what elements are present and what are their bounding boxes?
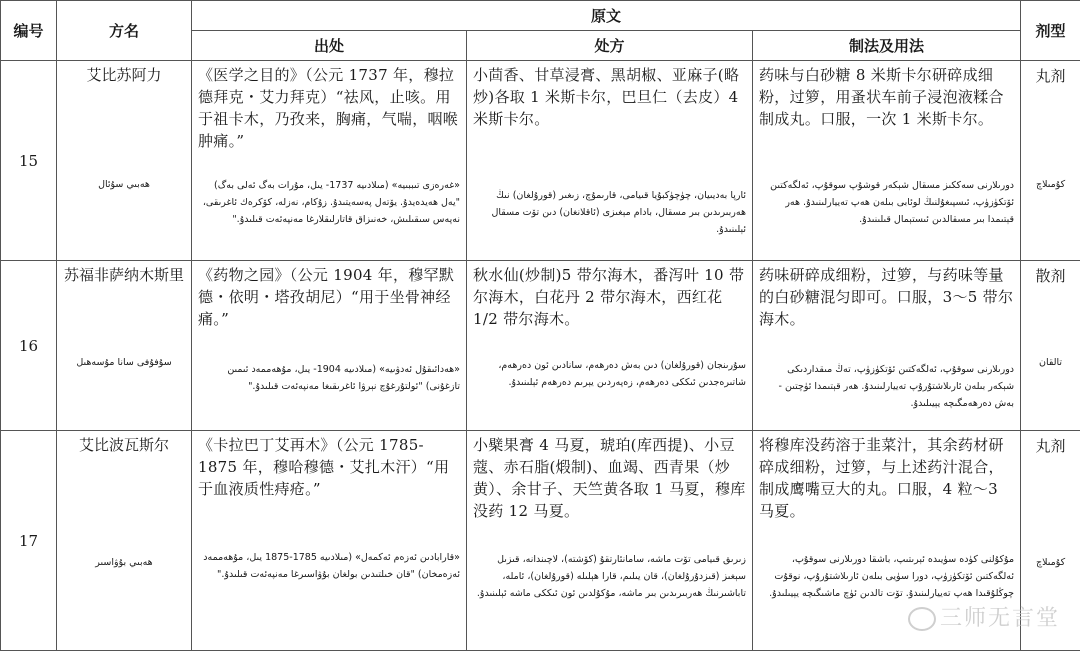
source-cn: 《医学之目的》（公元 1737 年，穆拉德拜克・艾力拜克）“祛风，止咳。用于祖卡木，乃孜来，胸痛，气喘，咽喉肿痛。” xyxy=(192,61,466,152)
recipe-name-cn: 艾比苏阿力 xyxy=(57,61,191,86)
source-ug: «ھەدائىقۇل ئەدۋىيە» (مىلادىيە 1904- يىل، مۇھەممەد ئىمىن تازغۇنى) "ئولتۇرغۇچ نېرۋا ئاغرىقىغا مەنپەئەت قىلىدۇ." xyxy=(192,361,466,395)
wechat-icon xyxy=(908,607,936,631)
table-row xyxy=(1,61,1080,261)
recipe-name-ug: ھەبىي سۇئال xyxy=(57,179,191,190)
header-number: 编号 xyxy=(1,1,57,61)
recipe-name-ug: ھەبىي بۇۋاسىر xyxy=(57,557,191,568)
table-row xyxy=(1,261,1080,431)
header-prescription: 处方 xyxy=(467,31,753,61)
prescription-cn: 小檗果膏 4 马夏，琥珀(库西提)、小豆蔻、赤石脂(煅制)、血竭、西青果（炒黄）、余甘子、天竺黄各取 1 马夏，穆库没药 12 马夏。 xyxy=(467,431,752,522)
prescription-ug: زىرىق قىيامى تۆت ماشە، سامانئارتقۇ (كۆشتە)، لاچىندانە، قىزىل سېغىز (قىزدۇرۇلغان)، قان يىلىم، قارا ھېلىلە (قورۇلغان)، ئاملە، تاباشىرنىڭ ھەربىرىدىن بىر ماشە، مۇكۇلدىن ئون ئىككى ماشە ئېلىنىدۇ. xyxy=(467,551,752,602)
row-number: 15 xyxy=(1,61,57,261)
prescription-cn: 秋水仙(炒制)5 带尔海木，番泻叶 10 带尔海木，白花丹 2 带尔海木，西红花 1/2 带尔海木。 xyxy=(467,261,752,330)
header-name: 方名 xyxy=(57,1,192,61)
prescription-ug: سۇرىنجان (قورۇلغان) دىن بەش دەرھەم، سانادىن ئون دەرھەم، شاتىرەجدىن ئىككى دەرھەم، زەپەردىن يېرىم دەرھەم ئېلىنىدۇ. xyxy=(467,357,752,391)
method-cn: 将穆库没药溶于韭菜汁，其余药材研碎成细粉，过箩，与上述药汁混合，制成鹰嘴豆大的丸。口服，4 粒～3 马夏。 xyxy=(753,431,1020,522)
watermark-text: 三师无言堂 xyxy=(940,606,1060,631)
form-cn: 丸剂 xyxy=(1021,431,1080,456)
form-ug: تالقان xyxy=(1021,357,1080,368)
method-ug: دورىلارنى سەككىز مسقال شېكەر قوشۇپ سوقۇپ، ئەلگەكتىن ئۆتكۈزۈپ، ئىسپىغۇلنىڭ لوئابى بىلەن ھەپ تەييارلىنىدۇ. ھەر قېتىمدا بىر مسقالدىن ئىستېمال قىلىنىدۇ. xyxy=(753,177,1020,228)
method-ug: دورىلارنى سوقۇپ، ئەلگەكتىن ئۆتكۈزۈپ، تەڭ مىقداردىكى شېكەر بىلەن ئارىلاشتۇرۇپ تەييارلىنىدۇ. ھەر قېتىمدا ئۈچتىن - بەش دەرھەمگىچە يېيىلىدۇ. xyxy=(753,361,1020,412)
recipe-name-ug: سۇفۇفى سانا مۇسەھىل xyxy=(57,357,191,368)
row-number: 16 xyxy=(1,261,57,431)
header-form: 剂型 xyxy=(1021,1,1080,61)
source-ug: «قارابادىن ئەزەم ئەكمەل» (مىلادىيە 1785-1875 يىل، مۇھەممەد ئەزەمخان) "قان خىلتىدىن بولغان بۇۋاسىرغا مەنپەئەت قىلىدۇ." xyxy=(192,549,466,583)
method-cn: 药味与白砂糖 8 米斯卡尔研碎成细粉，过箩，用蚤状车前子浸泡液糅合制成丸。口服，一次 1 米斯卡尔。 xyxy=(753,61,1020,130)
form-ug: كۇمىلاچ xyxy=(1021,179,1080,190)
header-source: 出处 xyxy=(192,31,467,61)
prescription-ug: ئارپا بەديىيان، چۈچۈكبۇيا قىيامى، قارىمۇچ، زىغىر (قورۇلغان) نىڭ ھەربىرىدىن بىر مسقال، بادام مېغىزى (ئاقلانغان) دىن تۆت مسقال ئېلىنىدۇ. xyxy=(467,187,752,238)
header-method: 制法及用法 xyxy=(753,31,1021,61)
prescription-cn: 小茴香、甘草浸膏、黑胡椒、亚麻子(略炒)各取 1 米斯卡尔，巴旦仁（去皮）4 米斯卡尔。 xyxy=(467,61,752,130)
watermark xyxy=(908,601,1060,632)
row-number: 17 xyxy=(1,431,57,651)
header-original: 原文 xyxy=(192,1,1021,31)
form-ug: كۇمىلاچ xyxy=(1021,557,1080,568)
form-cn: 散剂 xyxy=(1021,261,1080,286)
source-ug: «غەرەزى تىببىيە» (مىلادىيە 1737- يىل، مۇرات بەگ ئەلى بەگ) "يەل ھەيدەيدۇ. يۆتەل پەسەيتىدۇ. زۇكام، نەزلە، كۆكرەك ئاغرىقى، نەپەس سىقىلىش، خەنىزاق قاتارلىقلارغا مەنپەئەت قىلىدۇ." xyxy=(192,177,466,228)
source-cn: 《药物之园》（公元 1904 年，穆罕默德・依明・塔孜胡尼）“用于坐骨神经痛。” xyxy=(192,261,466,330)
method-ug: مۇكۇلنى كۈدە سۈيىدە ئېرىتىپ، باشقا دورىلارنى سوقۇپ، ئەلگەكتىن ئۆتكۈزۈپ، دورا سۈيى بىلەن ئارىلاشتۇرۇپ، نوقۇت چوڭلۇقىدا ھەپ تەييارلىنىدۇ. تۆت تالدىن ئۈچ ماشىگىچە يېيىلىدۇ. xyxy=(753,551,1020,602)
recipe-name-cn: 艾比波瓦斯尔 xyxy=(57,431,191,456)
method-cn: 药味研碎成细粉，过箩，与药味等量的白砂糖混匀即可。口服，3～5 带尔海木。 xyxy=(753,261,1020,330)
form-cn: 丸剂 xyxy=(1021,61,1080,86)
source-cn: 《卡拉巴丁艾再木》（公元 1785-1875 年，穆哈穆德・艾扎木汗）“用于血液质性痔疮。” xyxy=(192,431,466,500)
recipe-name-cn: 苏福非萨纳木斯里 xyxy=(57,261,191,286)
